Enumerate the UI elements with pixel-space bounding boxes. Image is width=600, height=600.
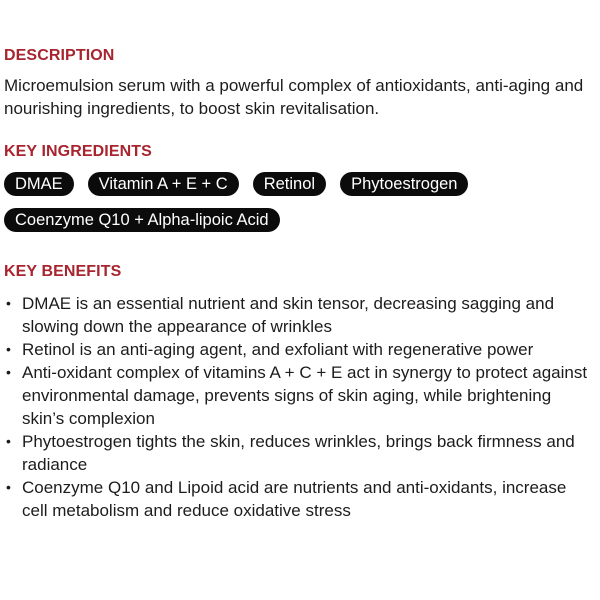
- bullet-icon: •: [6, 433, 11, 449]
- bullet-icon: •: [6, 341, 11, 357]
- benefit-text: Retinol is an anti-aging agent, and exfoliant with regenerative power: [22, 340, 534, 359]
- bullet-icon: •: [6, 364, 11, 380]
- list-item: [4, 476, 596, 522]
- ingredient-tag-phytoestrogen: Phytoestrogen: [340, 172, 468, 196]
- bullet-icon: •: [6, 479, 11, 495]
- benefit-text: Anti-oxidant complex of vitamins A + C + E act in synergy to protect against environmental damage, prevents signs of skin aging, while brightening skin’s complexion: [22, 363, 588, 428]
- list-item: [4, 292, 596, 338]
- list-item: [4, 430, 596, 476]
- benefit-list: [4, 292, 596, 522]
- ingredient-tag-list: [4, 172, 594, 244]
- benefit-text: Coenzyme Q10 and Lipoid acid are nutrients and anti-oxidants, increase cell metabolism and reduce oxidative stress: [22, 478, 567, 520]
- benefit-text: Phytoestrogen tights the skin, reduces wrinkles, brings back firmness and radiance: [22, 432, 575, 474]
- ingredient-tag-coenzyme: Coenzyme Q10 + Alpha-lipoic Acid: [4, 208, 280, 232]
- list-item: [4, 361, 596, 430]
- description-heading: DESCRIPTION: [4, 47, 115, 64]
- ingredient-tag-retinol: Retinol: [253, 172, 326, 196]
- key-benefits-heading: KEY BENEFITS: [4, 263, 122, 280]
- ingredient-tag-vitamins: Vitamin A + E + C: [88, 172, 239, 196]
- bullet-icon: •: [6, 295, 11, 311]
- list-item: [4, 338, 596, 361]
- key-ingredients-heading: KEY INGREDIENTS: [4, 143, 152, 160]
- benefit-text: DMAE is an essential nutrient and skin tensor, decreasing sagging and slowing down the appearance of wrinkles: [22, 294, 555, 336]
- ingredient-tag-dmae: DMAE: [4, 172, 74, 196]
- description-text: Microemulsion serum with a powerful complex of antioxidants, anti-aging and nourishing ingredients, to boost skin revitalisation.: [4, 76, 584, 118]
